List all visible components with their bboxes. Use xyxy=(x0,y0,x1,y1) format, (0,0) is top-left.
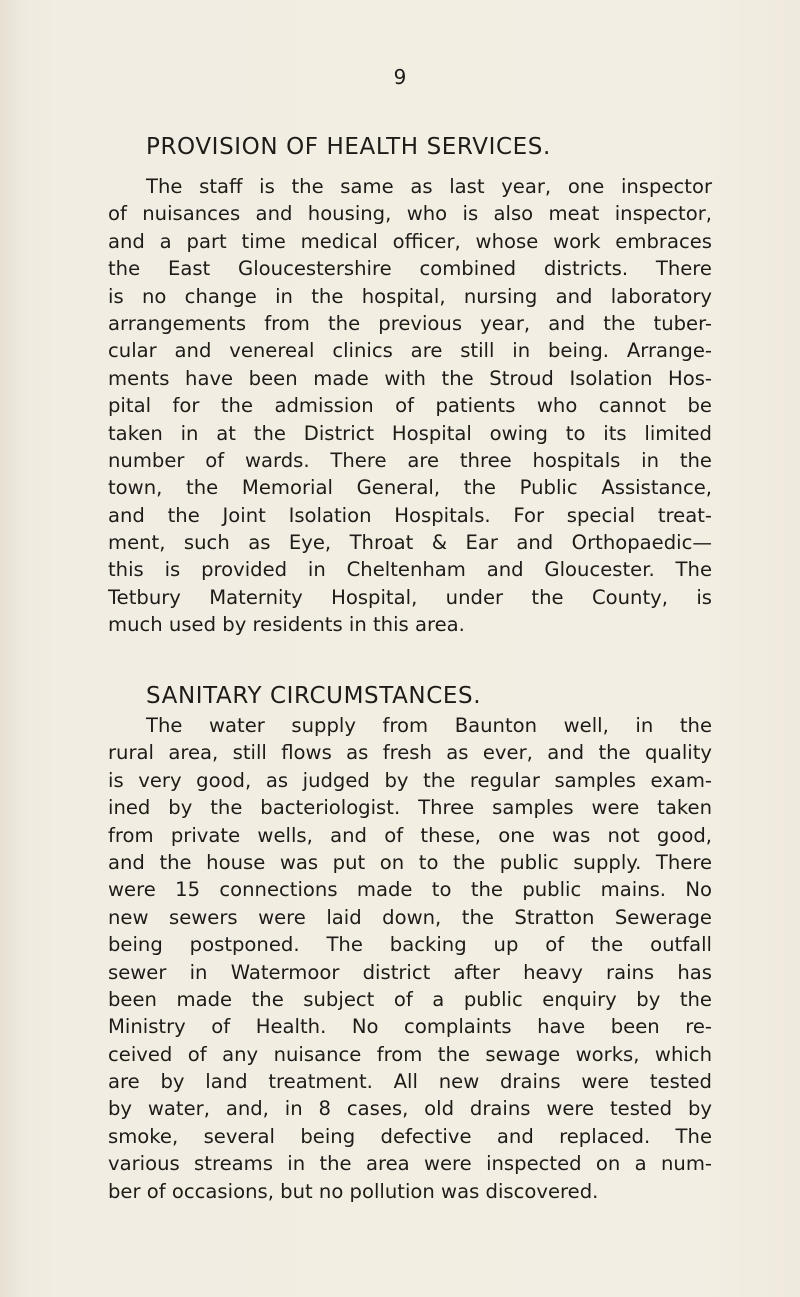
text-line: is very good, as judged by the regular samples exam- xyxy=(108,768,712,792)
section-heading-sanitary-circumstances: SANITARY CIRCUMSTANCES. xyxy=(146,683,482,709)
text-line: ber of occasions, but no pollution was discovered. xyxy=(108,1179,599,1203)
text-line: The water supply from Baunton well, in the xyxy=(146,714,712,737)
text-line: The staff is the same as last year, one inspector xyxy=(146,175,712,198)
text-line: Tetbury Maternity Hospital, under the County, is xyxy=(108,585,712,609)
text-line: is no change in the hospital, nursing and laboratory xyxy=(108,284,712,308)
text-line: ments have been made with the Stroud Isolation Hos- xyxy=(108,366,712,390)
text-line: and the house was put on to the public supply. There xyxy=(108,850,712,874)
text-line: town, the Memorial General, the Public Assistance, xyxy=(108,476,712,500)
paragraph-health-services xyxy=(108,173,712,639)
paragraph-sanitary-circumstances xyxy=(108,712,712,1205)
text-line: new sewers were laid down, the Stratton Sewerage xyxy=(108,905,712,929)
text-line: sewer in Watermoor district after heavy rains has xyxy=(108,960,712,984)
text-line: by water, and, in 8 cases, old drains were tested by xyxy=(108,1097,712,1121)
text-line: the East Gloucestershire combined districts. There xyxy=(108,257,712,281)
text-line: rural area, still flows as fresh as ever, and the quality xyxy=(108,741,712,765)
text-line: much used by residents in this area. xyxy=(108,613,465,637)
text-line: are by land treatment. All new drains were tested xyxy=(108,1070,712,1094)
section-heading-health-services: PROVISION OF HEALTH SERVICES. xyxy=(146,134,551,160)
text-line: pital for the admission of patients who cannot be xyxy=(108,394,712,418)
text-line: were 15 connections made to the public mains. No xyxy=(108,878,712,902)
text-line: ceived of any nuisance from the sewage works, which xyxy=(108,1042,712,1066)
text-line: arrangements from the previous year, and the tuber- xyxy=(108,311,712,335)
text-line: various streams in the area were inspected on a num- xyxy=(108,1152,712,1176)
text-line: ined by the bacteriologist. Three samples were taken xyxy=(108,796,712,820)
text-line: taken in at the District Hospital owing to its limited xyxy=(108,421,712,445)
text-line: and the Joint Isolation Hospitals. For special treat- xyxy=(108,503,712,527)
text-line: Ministry of Health. No complaints have been re- xyxy=(108,1015,712,1039)
text-line: of nuisances and housing, who is also meat inspector, xyxy=(108,202,712,226)
text-line: cular and venereal clinics are still in being. Arrange- xyxy=(108,339,712,363)
text-line: this is provided in Cheltenham and Gloucester. The xyxy=(108,558,712,582)
text-line: been made the subject of a public enquiry by the xyxy=(108,987,712,1011)
text-line: ment, such as Eye, Throat & Ear and Orthopaedic— xyxy=(108,531,712,555)
text-line: and a part time medical officer, whose work embraces xyxy=(108,229,712,253)
text-line: from private wells, and of these, one was not good, xyxy=(108,823,712,847)
page-number: 9 xyxy=(393,65,407,89)
text-line: smoke, several being defective and replaced. The xyxy=(108,1124,712,1148)
text-line: number of wards. There are three hospitals in the xyxy=(108,448,712,472)
text-line: being postponed. The backing up of the outfall xyxy=(108,933,712,957)
